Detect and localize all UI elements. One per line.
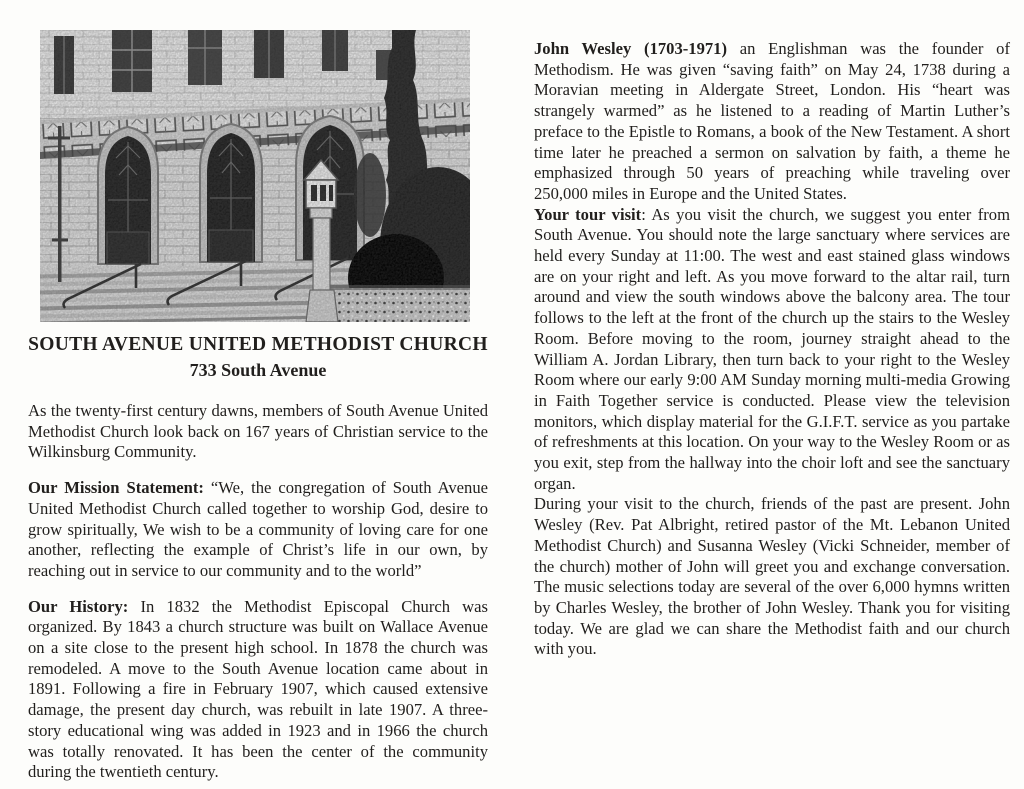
visit-paragraph: [534, 494, 1010, 660]
church-photo: [40, 30, 470, 322]
mission-paragraph: [28, 478, 488, 582]
tour-lead: Your tour visit: [534, 204, 642, 224]
history-paragraph: [28, 597, 488, 783]
mission-lead: Our Mission Statement:: [28, 478, 204, 498]
history-body: In 1832 the Methodist Episcopal Church was organized. By 1843 a church structure was built on Wallace Avenue on a site close to the present high school. In 1878 the church was remodeled. A move to the South Avenue location came about in 1891. Following a fire in February 1907, which caused extensive damage, the present day church, was rebuilt in late 1907. A three-story educational wing was added in 1923 and in 1966 the church was totally renovated. It has been the center of the community during the twentieth century.: [28, 596, 488, 782]
wesley-paragraph: [534, 39, 1010, 205]
right-column: [534, 39, 1010, 660]
page-subtitle: 733 South Avenue: [189, 360, 327, 380]
page-title: SOUTH AVENUE UNITED METHODIST CHURCH: [28, 334, 488, 355]
scan-grain: [40, 30, 470, 322]
wesley-body: an Englishman was the founder of Methodism. He was given “saving faith” on May 24, 1738 during a Moravian meeting in Aldergate Street, London. His “heart was strangely warmed” as he listened to a reading of Martin Luther’s preface to the Epistle to Romans, a book of the New Testament. A short time later he preached a sermon on salvation by faith, a theme he emphasized through 50 years of preaching while traveling over 250,000 miles in Europe and the United States.: [534, 39, 1010, 203]
history-lead: Our History:: [28, 596, 129, 616]
tour-paragraph: [534, 205, 1010, 495]
intro-paragraph: [28, 401, 488, 463]
visit-body: During your visit to the church, friends of the past are present. John Wesley (Rev. Pat Albright, retired pastor of the Mt. Lebanon United Methodist Church) and Susanna Wesley (Vicki Schneider, member of the church) mother of John will greet you and exchange conversation. The music selections today are several of the over 6,000 hymns written by Charles Wesley, the brother of John Wesley. Thank you for visiting today. We are glad we can share the Methodist faith and our church with you.: [534, 494, 1010, 659]
title-block: [28, 334, 488, 381]
wesley-lead: John Wesley (1703-1971): [534, 39, 727, 58]
church-photo-illustration: [40, 30, 470, 322]
left-column: [28, 401, 488, 789]
mission-body: “We, the congregation of South Avenue United Methodist Church called together to worship God, desire to grow spiritually, We wish to be a community of loving care for one another, reflecting the example of Christ’s life in our own, by reaching out in service to our community and to the world”: [28, 478, 488, 580]
tour-body: : As you visit the church, we suggest you enter from South Avenue. You should note the large sanctuary where services are held every Sunday at 11:00. The west and east stained glass windows are on your right and left. As you move forward to the altar rail, turn around and view the south windows above the balcony area. The tour follows to the left at the front of the church up the stairs to the Wesley Room. Before moving to the room, journey straight ahead to the William A. Jordan Library, then turn back to your right to the Wesley Room where our early 9:00 AM Sunday morning multi-media Growing in Faith Together service is conducted. Please view the television monitors, which display material for the G.I.F.T. service as you partake of refreshments at this location. On your way to the Wesley Room or as you exit, step from the hallway into the choir loft and see the sanctuary organ.: [534, 204, 1011, 493]
intro-text: As the twenty-first century dawns, members of South Avenue United Methodist Church look back on 167 years of Christian service to the Wilkinsburg Community.: [28, 401, 488, 462]
